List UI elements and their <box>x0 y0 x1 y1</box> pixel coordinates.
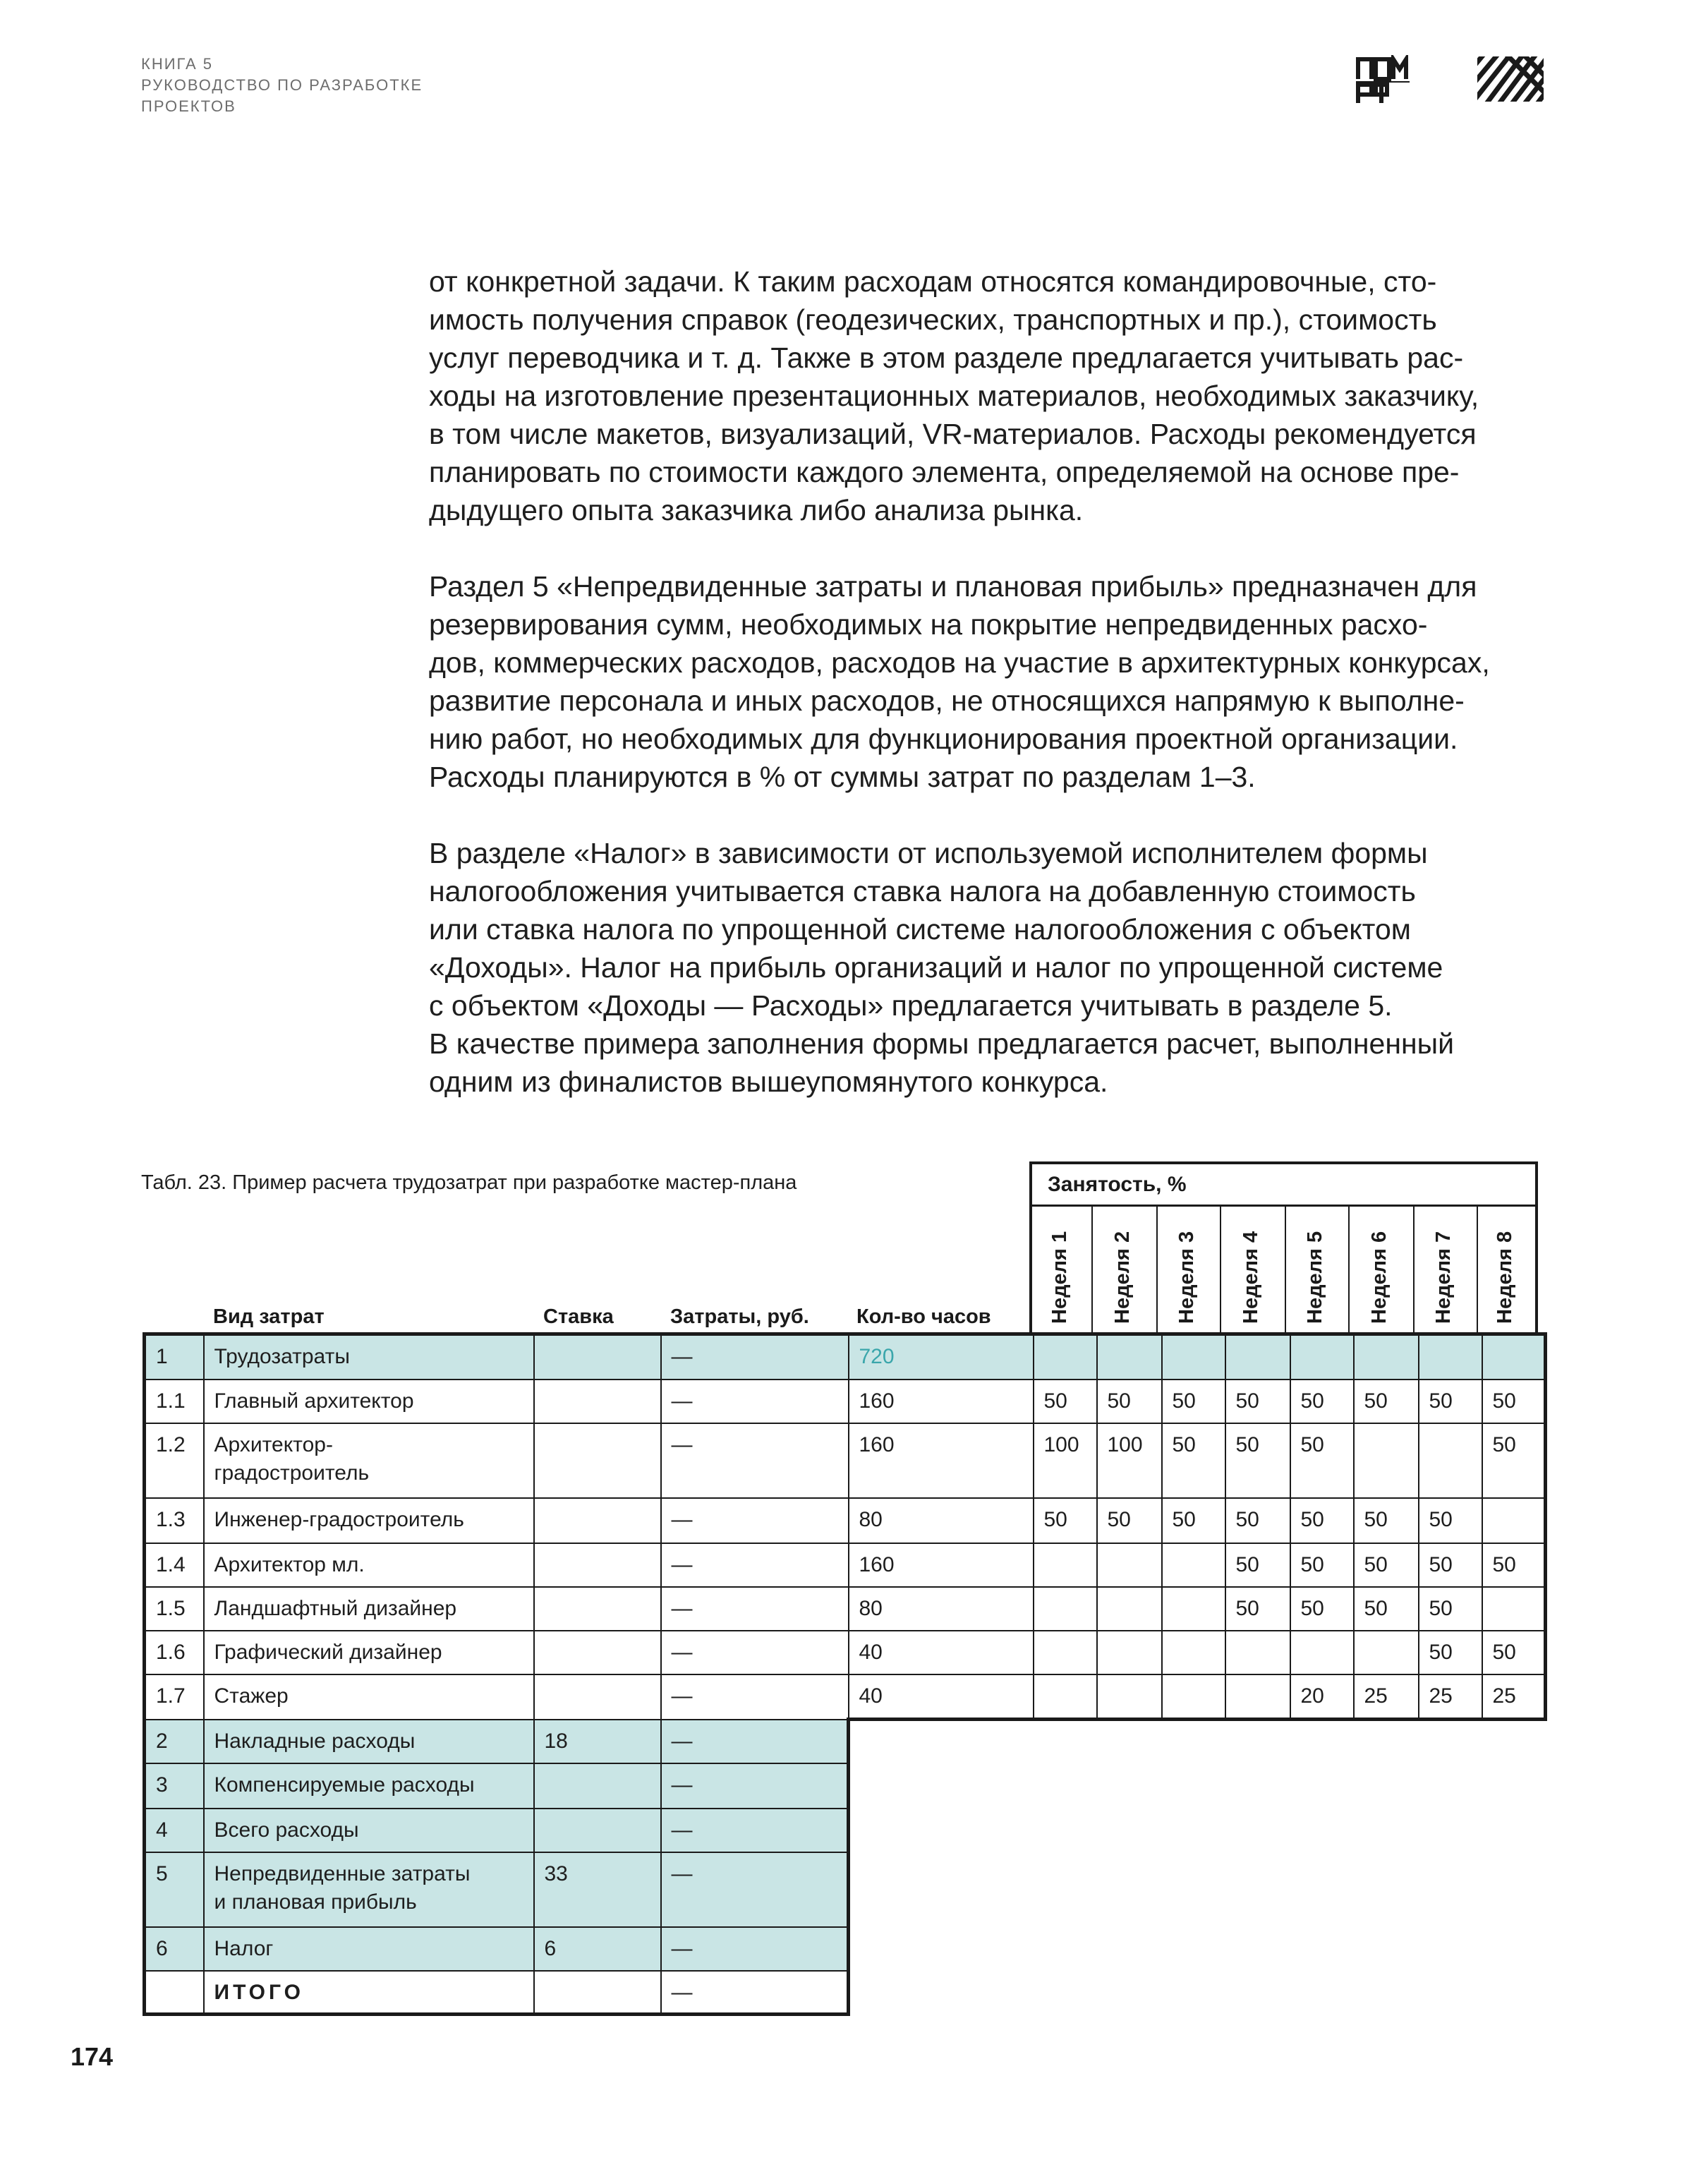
cell-week-4 <box>1225 1674 1290 1720</box>
cell-week-2 <box>1097 1631 1162 1674</box>
empty-space <box>1097 1809 1162 1852</box>
empty-space <box>1034 1971 1097 2015</box>
cell-cost: — <box>661 1380 849 1423</box>
cell-num: 6 <box>145 1927 204 1971</box>
cell-week-5: 50 <box>1290 1380 1354 1423</box>
empty-space <box>849 1852 1034 1927</box>
empty-space <box>1290 1809 1354 1852</box>
cell-rate <box>534 1674 661 1720</box>
empty-space <box>1225 1720 1290 1763</box>
empty-space <box>1225 1971 1290 2015</box>
week-header-label: Неделя 6 <box>1368 1231 1391 1324</box>
cell-week-8: 50 <box>1482 1543 1546 1587</box>
empty-space <box>1162 1852 1225 1927</box>
cell-rate <box>534 1334 661 1380</box>
column-header-hours: Кол-во часов <box>856 1305 991 1328</box>
cell-num: 1.5 <box>145 1587 204 1631</box>
cell-name: Всего расходы <box>204 1809 534 1852</box>
cell-hours: 80 <box>849 1587 1034 1631</box>
week-header-label: Неделя 7 <box>1432 1231 1455 1324</box>
cell-rate <box>534 1809 661 1852</box>
cell-week-6 <box>1354 1423 1419 1498</box>
cell-week-3: 50 <box>1162 1423 1225 1498</box>
cell-week-5: 50 <box>1290 1587 1354 1631</box>
cell-week-3: 50 <box>1162 1498 1225 1543</box>
empty-space <box>1097 1720 1162 1763</box>
cell-num: 2 <box>145 1720 204 1763</box>
empty-space <box>849 1809 1034 1852</box>
cell-week-5: 20 <box>1290 1674 1354 1720</box>
cell-week-7: 50 <box>1419 1543 1482 1587</box>
empty-space <box>1482 1763 1546 1809</box>
empty-space <box>1225 1809 1290 1852</box>
cell-week-8 <box>1482 1334 1546 1380</box>
header-line: ПРОЕКТОВ <box>141 97 236 115</box>
empty-space <box>1162 1809 1225 1852</box>
empty-space <box>849 1927 1034 1971</box>
cell-week-8: 50 <box>1482 1380 1546 1423</box>
cell-week-6: 50 <box>1354 1587 1419 1631</box>
empty-space <box>1419 1763 1482 1809</box>
week-header-4 <box>1221 1207 1286 1332</box>
empty-space <box>1419 1852 1482 1927</box>
column-header-type: Вид затрат <box>213 1305 325 1328</box>
cell-name: Архитектор мл. <box>204 1543 534 1587</box>
paragraph: от конкретной задачи. К таким расходам относятся командировочные, сто- имость получения справок (геодезических, транспортных и пр.), стоимость услуг переводчика и т. д. Также в этом разделе предлагается учитывать рас- ходы на изготовление презентационных материалов, необходимых заказчику, в том числе макетов, визуализаций, VR-материалов. Расходы рекомендуется планировать по стоимости каждого элемента, определяемой на основе пре- дыдущего опыта заказчика либо анализа рынка. <box>429 265 1479 526</box>
cell-hours: 160 <box>849 1423 1034 1498</box>
empty-space <box>849 1720 1034 1763</box>
cell-name: Трудозатраты <box>204 1334 534 1380</box>
cell-num: 1 <box>145 1334 204 1380</box>
empty-space <box>1097 1971 1162 2015</box>
empty-space <box>1354 1763 1419 1809</box>
cell-num: 1.4 <box>145 1543 204 1587</box>
cell-week-3 <box>1162 1674 1225 1720</box>
cell-week-4 <box>1225 1334 1290 1380</box>
cell-hours: 720 <box>849 1334 1034 1380</box>
empty-space <box>1290 1763 1354 1809</box>
cell-hours: 40 <box>849 1631 1034 1674</box>
empty-space <box>1290 1852 1354 1927</box>
cell-week-8: 25 <box>1482 1674 1546 1720</box>
cell-week-6: 50 <box>1354 1543 1419 1587</box>
cell-week-2: 50 <box>1097 1380 1162 1423</box>
week-header-1 <box>1029 1207 1093 1332</box>
table-row <box>145 1543 1546 1587</box>
table-row <box>145 1587 1546 1631</box>
cell-week-1 <box>1034 1631 1097 1674</box>
cell-week-4: 50 <box>1225 1543 1290 1587</box>
empty-space <box>1034 1852 1097 1927</box>
empty-space <box>1097 1852 1162 1927</box>
cell-rate <box>534 1971 661 2015</box>
cell-num <box>145 1971 204 2015</box>
header-line: РУКОВОДСТВО ПО РАЗРАБОТКЕ <box>141 76 423 94</box>
empty-space <box>1034 1720 1097 1763</box>
cell-rate <box>534 1498 661 1543</box>
table-row <box>145 1809 1546 1852</box>
cell-week-1: 50 <box>1034 1498 1097 1543</box>
table-row <box>145 1720 1546 1763</box>
cell-week-6 <box>1354 1334 1419 1380</box>
cell-cost: — <box>661 1498 849 1543</box>
cell-week-3: 50 <box>1162 1380 1225 1423</box>
cell-cost: — <box>661 1763 849 1809</box>
cell-num: 1.7 <box>145 1674 204 1720</box>
cell-name: Накладные расходы <box>204 1720 534 1763</box>
empty-space <box>1162 1763 1225 1809</box>
empty-space <box>1162 1927 1225 1971</box>
empty-space <box>1225 1852 1290 1927</box>
cell-num: 1.2 <box>145 1423 204 1498</box>
paragraph: Раздел 5 «Непредвиденные затраты и плановая прибыль» предназначен для резервирования сумм, необходимых на покрытие непредвиденных расхо- дов, коммерческих расходов, расходов на участие в архитектурных конкурсах, развитие персонала и иных расходов, не относящихся напрямую к выполне- нию работ, но необходимых для функционирования проектной организации. Расходы планируются в % от суммы затрат по разделам 1–3. <box>429 570 1490 793</box>
running-header <box>141 54 423 117</box>
cell-week-5 <box>1290 1334 1354 1380</box>
cell-cost: — <box>661 1334 849 1380</box>
cell-week-5: 50 <box>1290 1423 1354 1498</box>
cell-rate <box>534 1763 661 1809</box>
cell-rate: 18 <box>534 1720 661 1763</box>
week-header-label: Неделя 4 <box>1240 1231 1262 1324</box>
empty-space <box>1225 1763 1290 1809</box>
empty-space <box>1097 1763 1162 1809</box>
week-header-label: Неделя 3 <box>1175 1231 1198 1324</box>
column-header-cost: Затраты, руб. <box>670 1305 809 1328</box>
table-row <box>145 1674 1546 1720</box>
week-header-label: Неделя 5 <box>1304 1231 1326 1324</box>
body-text <box>429 262 1551 1139</box>
empty-space <box>1482 1809 1546 1852</box>
cell-hours: 160 <box>849 1543 1034 1587</box>
empty-space <box>1354 1809 1419 1852</box>
cell-week-7: 50 <box>1419 1631 1482 1674</box>
cell-week-4: 50 <box>1225 1587 1290 1631</box>
cell-week-7: 50 <box>1419 1380 1482 1423</box>
cell-week-4: 50 <box>1225 1423 1290 1498</box>
cell-week-7: 50 <box>1419 1587 1482 1631</box>
cell-rate: 33 <box>534 1852 661 1927</box>
week-header-2 <box>1093 1207 1158 1332</box>
empty-space <box>1162 1971 1225 2015</box>
cell-cost: — <box>661 1720 849 1763</box>
week-header-7 <box>1415 1207 1478 1332</box>
empty-space <box>1482 1927 1546 1971</box>
cell-cost: — <box>661 1809 849 1852</box>
cell-hours: 80 <box>849 1498 1034 1543</box>
occupancy-header: Занятость, % <box>1029 1161 1538 1207</box>
cell-week-3 <box>1162 1587 1225 1631</box>
cell-week-2: 100 <box>1097 1423 1162 1498</box>
cell-rate <box>534 1543 661 1587</box>
cell-week-8: 50 <box>1482 1423 1546 1498</box>
cell-name: Налог <box>204 1927 534 1971</box>
cell-week-2 <box>1097 1674 1162 1720</box>
empty-space <box>1162 1720 1225 1763</box>
stripes-logo <box>1477 56 1544 102</box>
empty-space <box>1034 1809 1097 1852</box>
empty-space <box>1225 1927 1290 1971</box>
cell-week-4 <box>1225 1631 1290 1674</box>
cell-name: Стажер <box>204 1674 534 1720</box>
cell-cost: — <box>661 1423 849 1498</box>
cell-cost: — <box>661 1631 849 1674</box>
empty-space <box>1419 1809 1482 1852</box>
cell-cost: — <box>661 1927 849 1971</box>
empty-space <box>1419 1971 1482 2015</box>
empty-space <box>1034 1927 1097 1971</box>
cell-cost: — <box>661 1674 849 1720</box>
empty-space <box>1482 1852 1546 1927</box>
cell-num: 1.3 <box>145 1498 204 1543</box>
table-row <box>145 1380 1546 1423</box>
cell-hours: 40 <box>849 1674 1034 1720</box>
cell-week-6: 50 <box>1354 1498 1419 1543</box>
cell-name: ИТОГО <box>204 1971 534 2015</box>
empty-space <box>1354 1852 1419 1927</box>
cell-week-6: 25 <box>1354 1674 1419 1720</box>
cell-week-7 <box>1419 1334 1482 1380</box>
table-row <box>145 1927 1546 1971</box>
empty-space <box>1034 1763 1097 1809</box>
cell-rate <box>534 1631 661 1674</box>
table-row <box>145 1631 1546 1674</box>
cell-num: 1.1 <box>145 1380 204 1423</box>
cell-week-1: 50 <box>1034 1380 1097 1423</box>
cell-week-8 <box>1482 1587 1546 1631</box>
cell-week-5 <box>1290 1631 1354 1674</box>
cell-week-1 <box>1034 1334 1097 1380</box>
cell-week-2 <box>1097 1587 1162 1631</box>
empty-space <box>1290 1720 1354 1763</box>
empty-space <box>1482 1971 1546 2015</box>
week-header-label: Неделя 1 <box>1048 1231 1071 1324</box>
cell-rate <box>534 1423 661 1498</box>
cell-rate <box>534 1587 661 1631</box>
empty-space <box>1354 1720 1419 1763</box>
cell-cost: — <box>661 1852 849 1927</box>
cell-num: 4 <box>145 1809 204 1852</box>
table-row <box>145 1852 1546 1927</box>
cell-week-5: 50 <box>1290 1498 1354 1543</box>
column-header-rate: Ставка <box>543 1305 614 1328</box>
table-row <box>145 1423 1546 1498</box>
labor-cost-table <box>143 1332 1547 2016</box>
week-header-3 <box>1158 1207 1221 1332</box>
cell-week-7: 50 <box>1419 1498 1482 1543</box>
cell-name: Ландшафтный дизайнер <box>204 1587 534 1631</box>
cell-week-7: 25 <box>1419 1674 1482 1720</box>
cell-hours: 160 <box>849 1380 1034 1423</box>
table-row <box>145 1763 1546 1809</box>
cell-week-2: 50 <box>1097 1498 1162 1543</box>
table-row <box>145 1334 1546 1380</box>
cell-name: Инженер-градостроитель <box>204 1498 534 1543</box>
cell-week-3 <box>1162 1543 1225 1587</box>
cell-week-6 <box>1354 1631 1419 1674</box>
empty-space <box>1419 1720 1482 1763</box>
cell-name: Компенсируемые расходы <box>204 1763 534 1809</box>
cell-cost: — <box>661 1543 849 1587</box>
cell-week-3 <box>1162 1334 1225 1380</box>
cell-cost: — <box>661 1971 849 2015</box>
table-caption: Табл. 23. Пример расчета трудозатрат при разработке мастер-плана <box>141 1171 797 1194</box>
cell-num: 3 <box>145 1763 204 1809</box>
cell-week-1: 100 <box>1034 1423 1097 1498</box>
empty-space <box>1290 1927 1354 1971</box>
cell-week-2 <box>1097 1334 1162 1380</box>
cell-week-6: 50 <box>1354 1380 1419 1423</box>
empty-space <box>1354 1927 1419 1971</box>
empty-space <box>1482 1720 1546 1763</box>
week-header-label: Неделя 2 <box>1111 1231 1134 1324</box>
week-header-label: Неделя 8 <box>1493 1231 1516 1324</box>
paragraph: В разделе «Налог» в зависимости от используемой исполнителем формы налогообложения учитывается ставка налога на добавленную стоимость или ставка налога по упрощенной системе налогообложения с объектом «Доходы». Налог на прибыль организаций и налог по упрощенной системе с объектом «Доходы — Расходы» предлагается учитывать в разделе 5. В качестве примера заполнения формы предлагается расчет, выполненный одним из финалистов вышеупомянутого конкурса. <box>429 837 1455 1098</box>
cell-week-8 <box>1482 1498 1546 1543</box>
week-header-8 <box>1478 1207 1538 1332</box>
cell-num: 1.6 <box>145 1631 204 1674</box>
cell-week-8: 50 <box>1482 1631 1546 1674</box>
cell-week-1 <box>1034 1674 1097 1720</box>
empty-space <box>849 1763 1034 1809</box>
page-number: 174 <box>71 2042 114 2071</box>
cell-week-1 <box>1034 1543 1097 1587</box>
cell-week-1 <box>1034 1587 1097 1631</box>
header-line: КНИГА 5 <box>141 55 213 73</box>
week-header-6 <box>1350 1207 1415 1332</box>
cell-week-2 <box>1097 1543 1162 1587</box>
cell-week-3 <box>1162 1631 1225 1674</box>
week-header-5 <box>1286 1207 1350 1332</box>
cell-week-5: 50 <box>1290 1543 1354 1587</box>
cell-name: Графический дизайнер <box>204 1631 534 1674</box>
empty-space <box>1097 1927 1162 1971</box>
cell-name: Непредвиденные затраты и плановая прибыль <box>204 1852 534 1927</box>
cell-week-4: 50 <box>1225 1380 1290 1423</box>
cell-name: Главный архитектор <box>204 1380 534 1423</box>
empty-space <box>1290 1971 1354 2015</box>
empty-space <box>1419 1927 1482 1971</box>
table-row <box>145 1971 1546 2015</box>
cell-name: Архитектор- градостроитель <box>204 1423 534 1498</box>
dom-rf-logo <box>1356 55 1410 106</box>
cell-cost: — <box>661 1587 849 1631</box>
cell-week-7 <box>1419 1423 1482 1498</box>
cell-num: 5 <box>145 1852 204 1927</box>
cell-rate: 6 <box>534 1927 661 1971</box>
table-row <box>145 1498 1546 1543</box>
empty-space <box>1354 1971 1419 2015</box>
empty-space <box>849 1971 1034 2015</box>
cell-week-4: 50 <box>1225 1498 1290 1543</box>
cell-rate <box>534 1380 661 1423</box>
